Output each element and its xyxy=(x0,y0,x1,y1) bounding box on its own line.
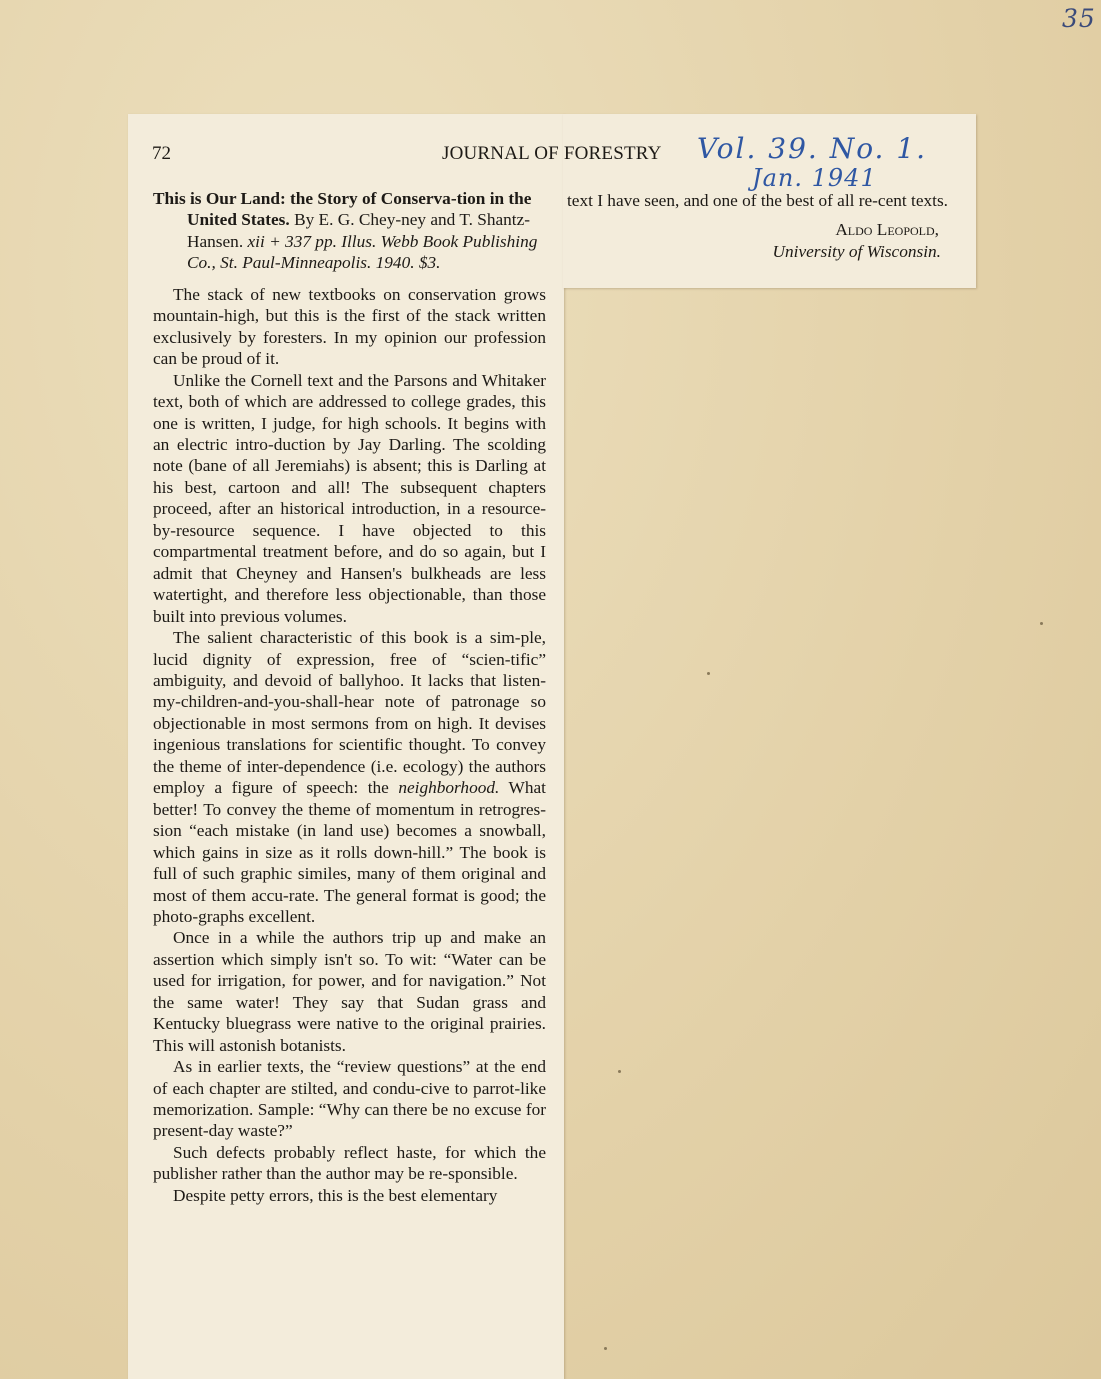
journal-title: JOURNAL OF FORESTRY xyxy=(442,143,662,164)
review-text: The salient characteristic of this book is a sim-ple, lucid dignity of expression, free of “scien-tific” ambiguity, and devoid of ballyhoo. It lacks that listen-my-children-and-you-shall-hear note of patronage so objectionable in most sermons from on high. It devises ingenious translations for scientific thought. To convey the theme of inter-dependence (i.e. ecology) the authors employ a figure of speech: the xyxy=(153,628,546,798)
review-paragraph: The stack of new textbooks on conservation grows mountain-high, but this is the first of the stack written exclusively by foresters. In my opinion our profession can be proud of it. xyxy=(153,284,546,369)
book-publication: xii + 337 pp. Illus. Webb Book Publishing Co., St. Paul-Minneapolis. 1940. $3. xyxy=(187,231,538,273)
reviewer-name: Aldo Leopold, xyxy=(835,220,939,240)
journal-page-number: 72 xyxy=(152,143,171,164)
review-text: What better! To convey the theme of momentum in retrogres-sion “each mistake (in land use) becomes a snowball, which gains in size as it rolls down-hill.” The book is full of such graphic similes, many of them original and most of them accu-rate. The general format is good; the photo-graphs excellent. xyxy=(153,778,546,926)
review-continuation: text I have seen, and one of the best of all re-cent texts. xyxy=(567,191,948,210)
paper-speck xyxy=(1040,622,1043,625)
paper-speck xyxy=(618,1070,621,1073)
archive-page-number: 35 xyxy=(1062,4,1096,33)
handwritten-date: Jan. 1941 xyxy=(752,164,877,192)
review-emphasis: neighborhood. xyxy=(398,778,500,798)
review-paragraph: Such defects probably reflect haste, for which the publisher rather than the author may be re-sponsible. xyxy=(153,1142,546,1184)
book-title: This is Our Land: the Story of Conserva-tion in the United States. xyxy=(153,189,532,230)
review-left-column xyxy=(153,188,546,1206)
review-paragraph xyxy=(153,627,546,927)
reviewer-affiliation: University of Wisconsin. xyxy=(772,241,941,261)
review-paragraph: Despite petty errors, this is the best elementary xyxy=(173,1185,498,1205)
review-right-column xyxy=(567,190,961,262)
handwritten-volume: Vol. 39. No. 1. xyxy=(697,132,928,165)
book-authors: By E. G. Chey-ney and T. Shantz-Hansen. xyxy=(187,210,531,251)
review-paragraph: Once in a while the authors trip up and make an assertion which simply isn't so. To wit: “Water can be used for irrigation, for power, and for navigation.” Not the same water! They say that Sudan grass and Kentucky bluegrass were native to the original prairies. This will astonish botanists. xyxy=(153,928,546,1055)
paper-speck xyxy=(707,672,710,675)
review-paragraph: As in earlier texts, the “review questions” at the end of each chapter are stilted, and condu-cive to parrot-like memorization. Sample: “Why can there be no excuse for present-day waste?” xyxy=(153,1057,546,1141)
book-citation xyxy=(153,188,546,274)
review-paragraph: Unlike the Cornell text and the Parsons and Whitaker text, both of which are addressed to college grades, this one is written, I judge, for high schools. It begins with an electric intro-duction by Jay Darling. The scolding note (bane of all Jeremiahs) is absent; this is Darling at his best, cartoon and all! The subsequent chapters proceed, after an historical introduction, in a resource-by-resource sequence. I have objected to this compartmental treatment before, and do so again, but I admit that Cheyney and Hansen's bulkheads are less watertight, and therefore less objectionable, than those built into previous volumes. xyxy=(153,370,546,626)
paper-speck xyxy=(604,1347,607,1350)
